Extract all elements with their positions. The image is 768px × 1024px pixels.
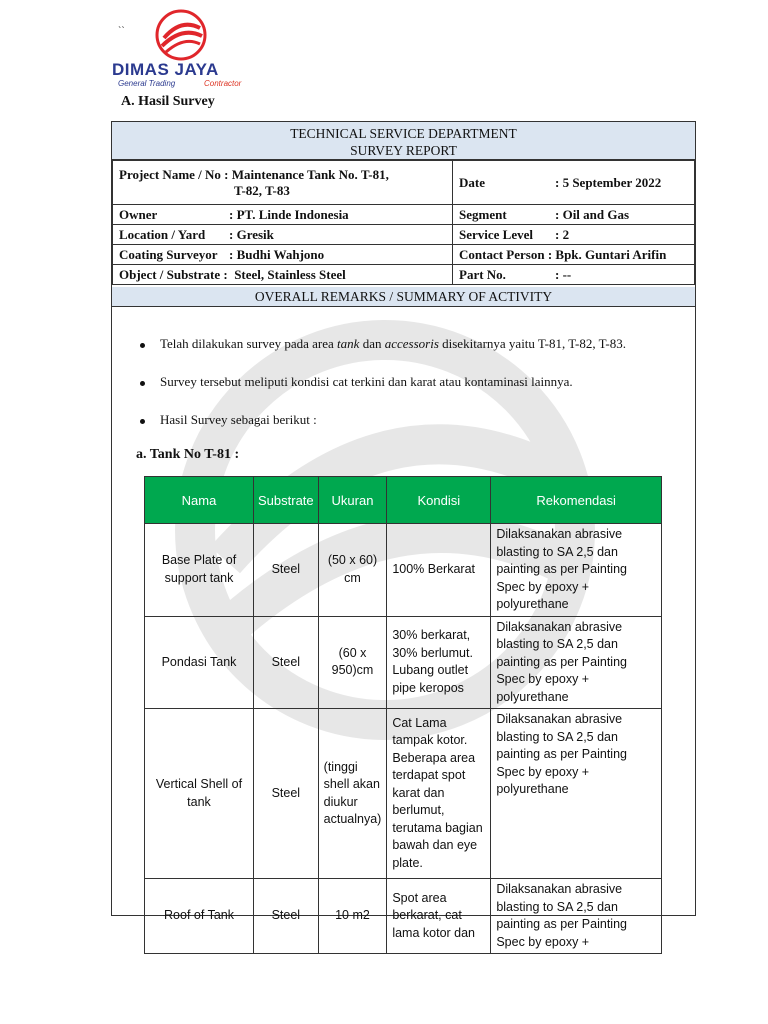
report-header: [112, 122, 695, 160]
info-row: [113, 161, 695, 205]
col-kondisi: Kondisi: [387, 477, 491, 524]
report-title: SURVEY REPORT: [350, 143, 457, 158]
info-row: [113, 245, 695, 265]
logo-subtitle: General Trading Contractor: [118, 79, 242, 88]
info-cell-segment: Segment : Oil and Gas: [453, 205, 695, 225]
col-ukuran: Ukuran: [318, 477, 387, 524]
info-cell-part-no: Part No. : --: [453, 265, 695, 285]
table-header-row: [145, 477, 662, 524]
bullet-icon: [140, 419, 145, 424]
section-title: A. Hasil Survey: [121, 94, 215, 109]
info-cell-service-level: Service Level : 2: [453, 225, 695, 245]
table-row: Base Plate of support tank Steel (50 x 60) cm 100% Berkarat Dilaksanakan abrasive blasting to SA 2,5 dan painting as per Painting Spec by epoxy + polyurethane: [145, 524, 662, 617]
info-cell-project: Project Name / No : Maintenance Tank No. T-81, T-82, T-83: [113, 161, 453, 205]
logo-swirl-icon: [154, 8, 208, 62]
department-title: TECHNICAL SERVICE DEPARTMENT: [290, 126, 517, 141]
remarks-title: OVERALL REMARKS / SUMMARY OF ACTIVITY: [112, 287, 695, 307]
table-row: Roof of Tank Steel 10 m2 Spot area berkarat, cat lama kotor dan Dilaksanakan abrasive blasting to SA 2,5 dan painting as per Painting Spec by epoxy +: [145, 879, 662, 954]
info-row: [113, 225, 695, 245]
info-cell-location: Location / Yard : Gresik: [113, 225, 453, 245]
info-cell-object: Object / Substrate : Steel, Stainless Steel: [113, 265, 453, 285]
col-nama: Nama: [145, 477, 254, 524]
tank-title: a. Tank No T-81 :: [136, 447, 240, 462]
info-cell-date: Date : 5 September 2022: [453, 161, 695, 205]
info-cell-owner: Owner : PT. Linde Indonesia: [113, 205, 453, 225]
info-row: [113, 205, 695, 225]
stray-mark: ``: [118, 26, 125, 37]
info-cell-surveyor: Coating Surveyor : Budhi Wahjono: [113, 245, 453, 265]
bullet-icon: [140, 343, 145, 348]
table-row: Vertical Shell of tank Steel (tinggi shell akan diukur actualnya) Cat Lama tampak kotor. Beberapa area terdapat spot karat dan berlumut, terutama bagian bawah dan eye plate. Dilaksanakan abrasive blasting to SA 2,5 dan painting as per Painting Spec by epoxy + polyurethane: [145, 709, 662, 879]
logo-brand: DIMAS JAYA: [112, 60, 219, 79]
table-row: Pondasi Tank Steel (60 x 950)cm 30% berkarat, 30% berlumut. Lubang outlet pipe keropos Dilaksanakan abrasive blasting to SA 2,5 dan painting as per Painting Spec by epoxy + polyurethane: [145, 616, 662, 709]
company-logo: [112, 8, 252, 86]
bullet-icon: [140, 381, 145, 386]
info-row: [113, 265, 695, 285]
survey-table: [144, 476, 662, 954]
col-substrate: Substrate: [254, 477, 319, 524]
report-info-table: [112, 160, 695, 285]
col-rekomendasi: Rekomendasi: [491, 477, 662, 524]
info-cell-contact: Contact Person : Bpk. Guntari Arifin: [453, 245, 695, 265]
